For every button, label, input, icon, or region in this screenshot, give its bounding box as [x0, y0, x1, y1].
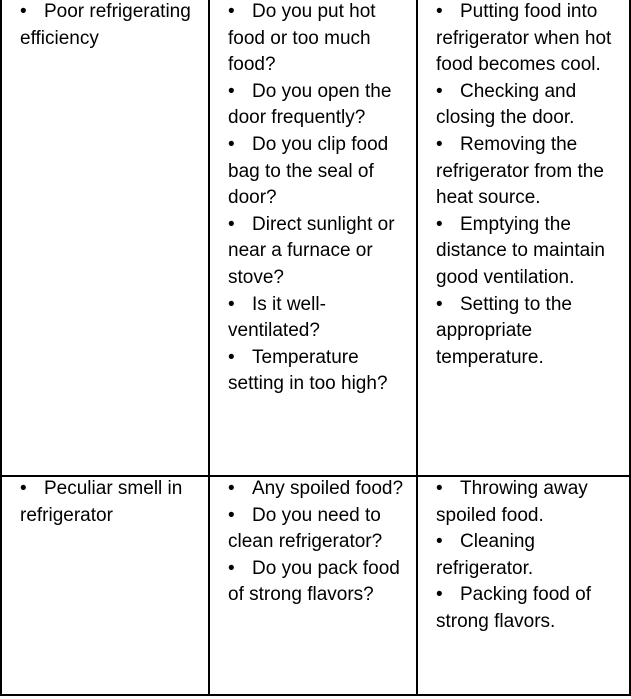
list-item [228, 345, 408, 398]
check-text: Any spoiled food? [252, 478, 404, 499]
list-item [436, 582, 621, 635]
bullet-icon: • [20, 1, 27, 22]
list-item [228, 292, 408, 345]
problem-text: Poor refrigerating efficiency [20, 1, 191, 49]
bullet-icon: • [228, 213, 235, 235]
bullet-icon: • [436, 213, 443, 235]
bullet-icon: • [436, 531, 443, 553]
solution-text: Putting food into refrigerator when hot food becomes cool. [436, 1, 612, 76]
bullet-icon: • [436, 478, 443, 499]
list-item [228, 132, 408, 212]
bullet-icon: • [228, 1, 235, 22]
bullet-icon: • [228, 504, 235, 526]
bullet-icon: • [228, 293, 235, 315]
solution-text: Setting to the appropriate temperature. [436, 293, 572, 368]
solution-text: Throwing away spoiled food. [436, 478, 588, 526]
list-item [20, 476, 200, 529]
solution-text: Cleaning refrigerator. [436, 531, 535, 579]
check-text: Is it well-ventilated? [228, 293, 326, 342]
table-row [1, 476, 630, 695]
check-cell [209, 476, 417, 695]
bullet-icon: • [228, 346, 235, 368]
list-item [228, 0, 408, 79]
table-row [1, 0, 630, 476]
problem-cell [1, 0, 209, 476]
problem-text: Peculiar smell in refrigerator [20, 478, 183, 526]
check-text: Do you clip food bag to the seal of door? [228, 133, 389, 209]
check-text: Do you put hot food or too much food? [228, 1, 376, 76]
check-text: Do you open the door frequently? [228, 80, 392, 129]
bullet-icon: • [228, 80, 235, 102]
list-item [228, 79, 408, 132]
bullet-icon: • [436, 133, 443, 155]
bullet-icon: • [228, 557, 235, 579]
list-item [436, 529, 621, 582]
bullet-icon: • [228, 133, 235, 155]
list-item [436, 79, 621, 132]
solution-cell [417, 476, 630, 695]
list-item [228, 556, 408, 609]
list-item [228, 503, 408, 556]
list-item [436, 476, 621, 529]
list-item [20, 0, 200, 52]
bullet-icon: • [20, 478, 27, 499]
list-item [436, 132, 621, 212]
check-cell [209, 0, 417, 476]
problem-cell [1, 476, 209, 695]
check-text: Direct sunlight or near a furnace or stove? [228, 213, 395, 288]
bullet-icon: • [228, 478, 235, 499]
check-text: Temperature setting in too high? [228, 346, 388, 395]
solution-text: Removing the refrigerator from the heat source. [436, 133, 604, 209]
solution-text: Checking and closing the door. [436, 80, 577, 129]
check-text: Do you pack food of strong flavors? [228, 557, 400, 606]
list-item [436, 0, 621, 79]
list-item [228, 476, 408, 503]
solution-text: Packing food of strong flavors. [436, 584, 591, 632]
list-item [436, 212, 621, 292]
list-item [436, 292, 621, 372]
bullet-icon: • [436, 293, 443, 315]
bullet-icon: • [436, 584, 443, 606]
bullet-icon: • [436, 80, 443, 102]
check-text: Do you need to clean refrigerator? [228, 504, 383, 553]
bullet-icon: • [436, 1, 443, 22]
list-item [228, 212, 408, 292]
solution-cell [417, 0, 630, 476]
solution-text: Emptying the distance to maintain good ventilation. [436, 213, 605, 288]
